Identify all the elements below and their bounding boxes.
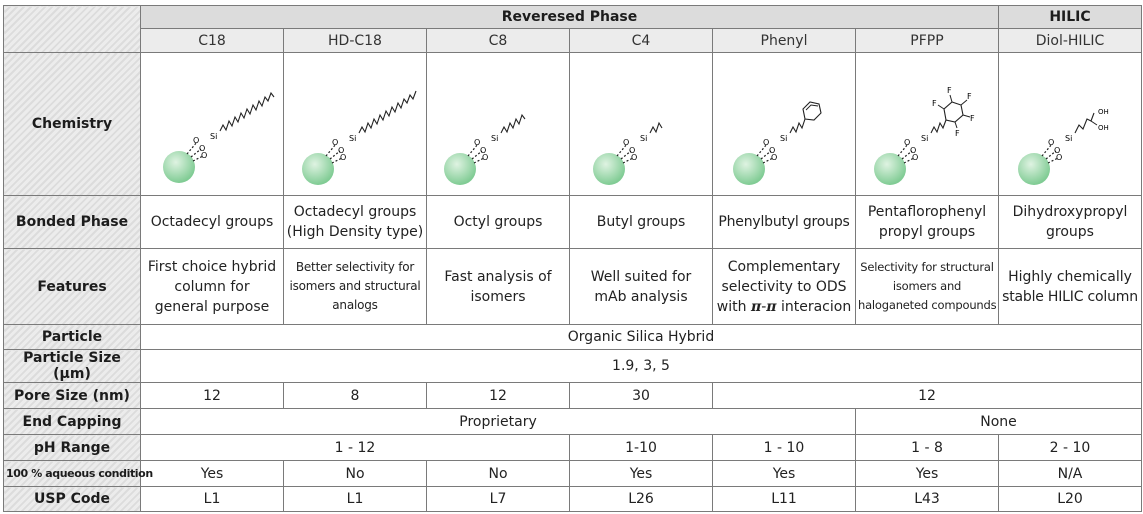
svg-text:O: O <box>769 145 776 155</box>
table-corner <box>4 6 141 53</box>
svg-text:O: O <box>482 152 489 162</box>
svg-text:Si: Si <box>1065 133 1073 143</box>
column-header-pfpp: PFPP <box>856 29 999 53</box>
ph-range-c18-to-c8: 1 - 12 <box>141 435 570 461</box>
svg-text:O: O <box>193 135 200 145</box>
group-header-reversed-phase: Reveresed Phase <box>141 6 999 29</box>
ph-range-diol-hilic: 2 - 10 <box>999 435 1142 461</box>
ph-range-phenyl: 1 - 10 <box>713 435 856 461</box>
pore-size-c4: 30 <box>570 383 713 409</box>
features-c4: Well suited for mAb analysis <box>570 249 713 325</box>
row-label-end-capping: End Capping <box>4 409 141 435</box>
silica-particle-icon <box>302 153 334 185</box>
bonded-phase-diol-hilic: Dihydroxypropyl groups <box>999 196 1142 249</box>
aqueous-hd-c18: No <box>284 461 427 487</box>
silica-particle-icon <box>593 153 625 185</box>
row-label-features: Features <box>4 249 141 325</box>
svg-text:O: O <box>763 137 770 147</box>
svg-text:O: O <box>631 152 638 162</box>
bonded-phase-hd-c18: Octadecyl groups (High Density type) <box>284 196 427 249</box>
end-capping-none: None <box>856 409 1142 435</box>
group-header-hilic: HILIC <box>999 6 1142 29</box>
chemistry-diol-hilic <box>999 53 1142 196</box>
usp-code-diol-hilic: L20 <box>999 487 1142 512</box>
svg-text:O: O <box>904 137 911 147</box>
alkyl-chain-icon <box>650 123 662 133</box>
row-label-particle-size: Particle Size (μm) <box>4 350 141 383</box>
chemistry-pfpp <box>856 53 999 196</box>
features-pfpp: Selectivity for structural isomers and haloganeted compounds <box>856 249 999 325</box>
svg-text:O: O <box>1056 152 1063 162</box>
svg-text:O: O <box>1048 137 1055 147</box>
aqueous-diol-hilic: N/A <box>999 461 1142 487</box>
svg-text:F: F <box>932 98 937 108</box>
row-label-bonded-phase: Bonded Phase <box>4 196 141 249</box>
c18-structure-diagram <box>147 57 277 192</box>
bonded-phase-c18: Octadecyl groups <box>141 196 284 249</box>
alkyl-chain-icon <box>501 115 525 133</box>
hd-c18-structure-diagram <box>290 57 420 192</box>
usp-code-c4: L26 <box>570 487 713 512</box>
column-header-c18: C18 <box>141 29 284 53</box>
chemistry-c18 <box>141 53 284 196</box>
svg-text:Si: Si <box>491 133 499 143</box>
silica-particle-icon <box>1018 153 1050 185</box>
svg-text:O: O <box>474 137 481 147</box>
phenyl-structure-diagram <box>719 57 849 192</box>
silica-particle-icon <box>163 151 195 183</box>
svg-text:O: O <box>340 152 347 162</box>
bonded-phase-c8: Octyl groups <box>427 196 570 249</box>
usp-code-pfpp: L43 <box>856 487 999 512</box>
svg-text:F: F <box>955 128 960 138</box>
row-label-aqueous-condition: 100 % aqueous condition <box>4 461 141 487</box>
silica-particle-icon <box>874 153 906 185</box>
usp-code-hd-c18: L1 <box>284 487 427 512</box>
diol-structure-diagram <box>1005 57 1135 192</box>
svg-text:Si: Si <box>921 133 929 143</box>
svg-text:O: O <box>912 152 919 162</box>
svg-text:O: O <box>629 145 636 155</box>
pore-size-c8: 12 <box>427 383 570 409</box>
row-label-ph-range: pH Range <box>4 435 141 461</box>
row-label-chemistry: Chemistry <box>4 53 141 196</box>
alkyl-chain-icon <box>359 91 416 133</box>
svg-text:O: O <box>338 145 345 155</box>
ph-range-c4: 1-10 <box>570 435 713 461</box>
column-header-hd-c18: HD-C18 <box>284 29 427 53</box>
alkyl-chain-icon <box>220 93 274 131</box>
features-hd-c18: Better selectivity for isomers and structural analogs <box>284 249 427 325</box>
pentafluorophenyl-ring-icon <box>944 102 963 122</box>
pore-size-hd-c18: 8 <box>284 383 427 409</box>
features-diol-hilic: Highly chemically stable HILIC column <box>999 249 1142 325</box>
svg-text:O: O <box>201 150 208 160</box>
column-header-diol-hilic: Diol-HILIC <box>999 29 1142 53</box>
column-comparison-table <box>3 5 1142 512</box>
diol-chain-icon <box>1075 113 1094 133</box>
aqueous-c8: No <box>427 461 570 487</box>
bonded-phase-phenyl: Phenylbutyl groups <box>713 196 856 249</box>
aqueous-c4: Yes <box>570 461 713 487</box>
svg-text:O: O <box>1054 145 1061 155</box>
svg-text:F: F <box>947 85 952 95</box>
usp-code-c8: L7 <box>427 487 570 512</box>
chemistry-c8 <box>427 53 570 196</box>
features-c8: Fast analysis of isomers <box>427 249 570 325</box>
silica-particle-icon <box>444 153 476 185</box>
column-header-phenyl: Phenyl <box>713 29 856 53</box>
chemistry-c4 <box>570 53 713 196</box>
pfpp-structure-diagram <box>862 57 992 192</box>
column-header-c8: C8 <box>427 29 570 53</box>
particle-size-value: 1.9, 3, 5 <box>141 350 1142 383</box>
svg-text:Si: Si <box>780 133 788 143</box>
ph-range-pfpp: 1 - 8 <box>856 435 999 461</box>
alkyl-chain-icon <box>790 119 805 133</box>
svg-text:F: F <box>967 91 972 101</box>
features-c18: First choice hybrid column for general purpose <box>141 249 284 325</box>
silica-particle-icon <box>733 153 765 185</box>
svg-text:F: F <box>970 113 975 123</box>
row-label-particle: Particle <box>4 325 141 350</box>
svg-text:O: O <box>910 145 917 155</box>
c4-structure-diagram <box>576 57 706 192</box>
row-label-pore-size: Pore Size (nm) <box>4 383 141 409</box>
c8-structure-diagram <box>433 57 563 192</box>
aqueous-pfpp: Yes <box>856 461 999 487</box>
bonded-phase-c4: Butyl groups <box>570 196 713 249</box>
svg-text:O: O <box>480 145 487 155</box>
end-capping-proprietary: Proprietary <box>141 409 856 435</box>
chemistry-hd-c18 <box>284 53 427 196</box>
svg-text:O: O <box>771 152 778 162</box>
aqueous-phenyl: Yes <box>713 461 856 487</box>
svg-text:O: O <box>623 137 630 147</box>
svg-text:OH: OH <box>1098 107 1109 116</box>
svg-text:O: O <box>199 143 206 153</box>
particle-value: Organic Silica Hybrid <box>141 325 1142 350</box>
aqueous-c18: Yes <box>141 461 284 487</box>
bonded-phase-pfpp: Pentaflorophenyl propyl groups <box>856 196 999 249</box>
features-phenyl: Complementary selectivity to ODS with π-π interacion <box>713 249 856 325</box>
column-header-c4: C4 <box>570 29 713 53</box>
svg-text:Si: Si <box>349 133 357 143</box>
svg-text:O: O <box>332 137 339 147</box>
alkyl-chain-icon <box>931 120 946 133</box>
row-label-usp-code: USP Code <box>4 487 141 512</box>
usp-code-c18: L1 <box>141 487 284 512</box>
svg-text:OH: OH <box>1098 123 1109 132</box>
pore-size-c18: 12 <box>141 383 284 409</box>
pore-size-phenyl-to-diol: 12 <box>713 383 1142 409</box>
chemistry-phenyl <box>713 53 856 196</box>
usp-code-phenyl: L11 <box>713 487 856 512</box>
svg-text:Si: Si <box>210 131 218 141</box>
svg-text:Si: Si <box>640 133 648 143</box>
